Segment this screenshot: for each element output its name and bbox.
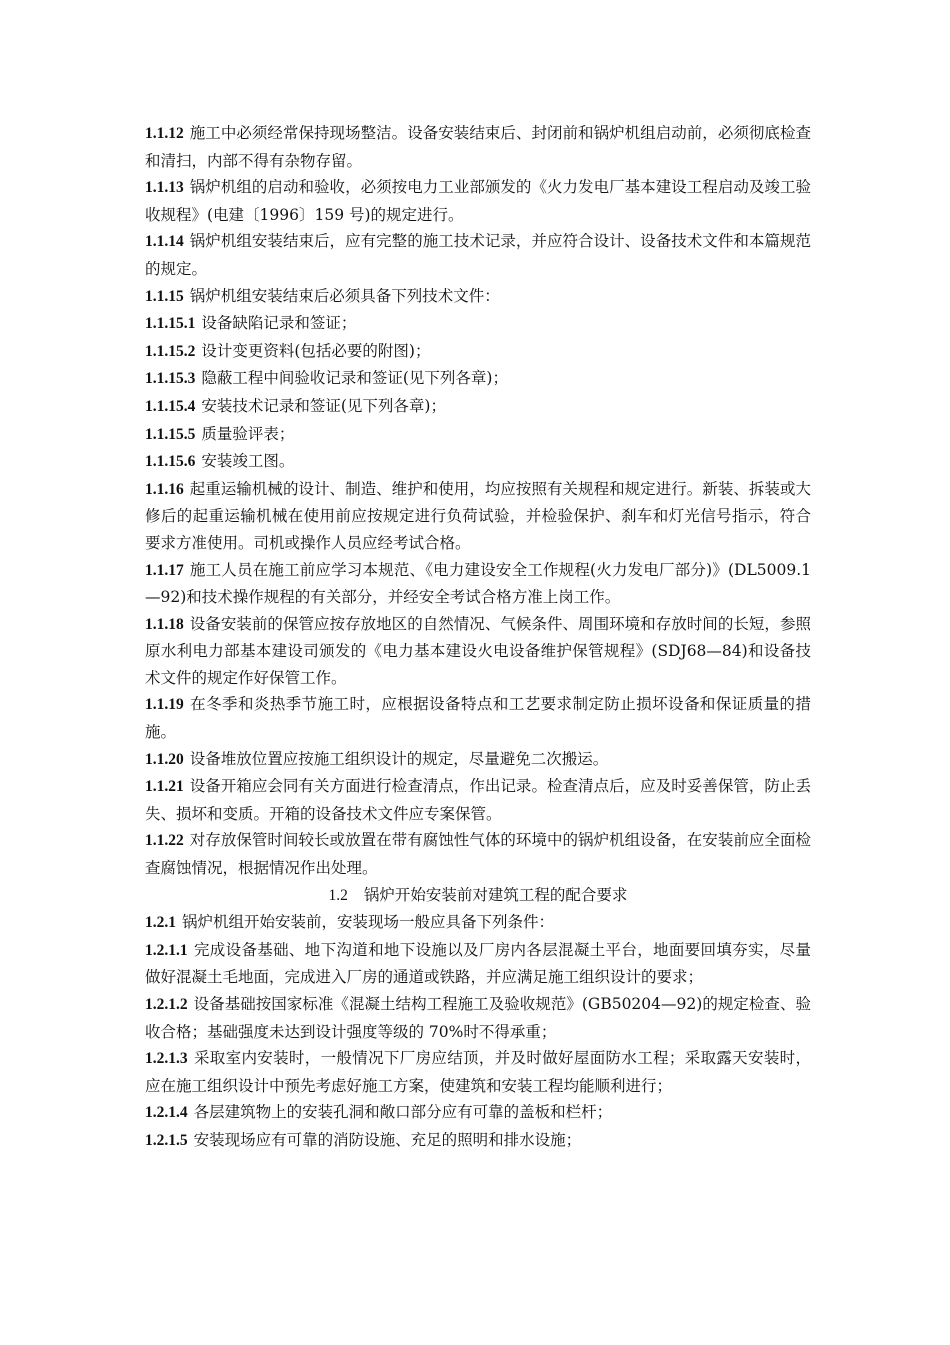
clause-text: 设计变更资料(包括必要的附图)； — [201, 341, 431, 360]
clause-number: 1.1.13 — [145, 179, 184, 197]
section-1-1-continued — [145, 120, 811, 882]
clause — [145, 448, 811, 476]
clause — [145, 1127, 811, 1155]
clause-text: 设备安装前的保管应按存放地区的自然情况、气候条件、周围环境和存放时间的长短，参照原水利电力部基本建设司颁发的《电力基本建设火电设备维护保管规程》(SDJ68—84)和设备技术文件的规定作好保管工作。 — [145, 614, 811, 687]
clause-text: 安装技术记录和签证(见下列各章)； — [201, 396, 446, 415]
clause-text: 起重运输机械的设计、制造、维护和使用，均应按照有关规程和规定进行。新装、拆装或大修后的起重运输机械在使用前应按规定进行负荷试验，并检验保护、刹车和灯光信号指示，符合要求方准使用。司机或操作人员应经考试合格。 — [145, 479, 811, 552]
clause — [145, 174, 811, 228]
clause-number: 1.1.15 — [145, 287, 184, 305]
clause — [145, 310, 811, 338]
clause-number: 1.1.15.6 — [145, 453, 196, 471]
clause — [145, 611, 811, 692]
clause — [145, 365, 811, 393]
clause — [145, 228, 811, 282]
clause-text: 安装竣工图。 — [201, 452, 295, 471]
clause — [145, 338, 811, 366]
clause-text: 施工中必须经常保持现场整洁。设备安装结束后、封闭前和锅炉机组启动前，必须彻底检查和清扫，内部不得有杂物存留。 — [145, 124, 811, 170]
clause — [145, 937, 811, 991]
section-heading-title: 锅炉开始安装前对建筑工程的配合要求 — [363, 885, 628, 904]
clause-number: 1.2.1 — [145, 914, 176, 932]
clause-number: 1.1.15.4 — [145, 397, 196, 415]
clause-text: 质量验评表； — [201, 424, 295, 443]
clause-number: 1.1.15.3 — [145, 370, 196, 388]
clause — [145, 773, 811, 827]
clause-text: 设备堆放位置应按施工组织设计的规定，尽量避免二次搬运。 — [189, 749, 609, 768]
clause-number: 1.1.16 — [145, 480, 184, 498]
clause — [145, 827, 811, 881]
clause-text: 锅炉机组开始安装前，安装现场一般应具备下列条件： — [182, 913, 555, 932]
clause-text: 隐蔽工程中间验收记录和签证(见下列各章)； — [201, 369, 508, 388]
clause-text: 锅炉机组的启动和验收，必须按电力工业部颁发的《火力发电厂基本建设工程启动及竣工验收规程》(电建〔1996〕159 号)的规定进行。 — [145, 178, 811, 224]
clause — [145, 393, 811, 421]
clause-text: 设备基础按国家标准《混凝土结构工程施工及验收规范》(GB50204—92)的规定检查、验收合格；基础强度未达到设计强度等级的 70%时不得承重； — [145, 995, 811, 1041]
clause — [145, 557, 811, 611]
clause-text: 施工人员在施工前应学习本规范、《电力建设安全工作规程(火力发电厂部分)》(DL5009.1—92)和技术操作规程的有关部分，并经安全考试合格方准上岗工作。 — [145, 560, 811, 607]
clause-number: 1.1.20 — [145, 750, 184, 768]
clause-number: 1.1.18 — [145, 615, 184, 633]
clause-text: 完成设备基础、地下沟道和地下设施以及厂房内各层混凝土平台，地面要回填夯实，尽量做好混凝土毛地面，完成进入厂房的通道或铁路，并应满足施工组织设计的要求； — [145, 940, 811, 987]
clause-number: 1.1.15.2 — [145, 342, 196, 360]
clause-text: 锅炉机组安装结束后，应有完整的施工技术记录，并应符合设计、设备技术文件和本篇规范的规定。 — [145, 232, 811, 278]
clause — [145, 991, 811, 1045]
clause-number: 1.1.15.1 — [145, 315, 196, 333]
clause — [145, 746, 811, 774]
clause-text: 设备缺陷记录和签证； — [201, 314, 357, 333]
clause-number: 1.1.19 — [145, 696, 184, 714]
clause-number: 1.1.12 — [145, 125, 184, 142]
clause-text: 采取室内安装时，一般情况下厂房应结顶，并及时做好屋面防水工程；采取露天安装时，应在施工组织设计中预先考虑好施工方案，使建筑和安装工程均能顺利进行； — [145, 1049, 811, 1095]
clause-text: 安装现场应有可靠的消防设施、充足的照明和排水设施； — [193, 1130, 582, 1149]
clause — [145, 120, 811, 174]
document-page — [145, 120, 811, 1155]
clause-number: 1.2.1.4 — [145, 1104, 188, 1122]
clause — [145, 283, 811, 311]
clause-text: 各层建筑物上的安装孔洞和敞口部分应有可靠的盖板和栏杆； — [193, 1103, 613, 1122]
clause-text: 在冬季和炎热季节施工时，应根据设备特点和工艺要求制定防止损坏设备和保证质量的措施。 — [145, 695, 811, 742]
section-1-2 — [145, 882, 811, 1155]
clause-number: 1.1.21 — [145, 778, 184, 796]
clause-text: 锅炉机组安装结束后必须具备下列技术文件： — [189, 286, 500, 305]
clause — [145, 1045, 811, 1099]
clause-number: 1.1.14 — [145, 233, 184, 251]
clause — [145, 691, 811, 745]
clause — [145, 1099, 811, 1127]
clause-number: 1.2.1.5 — [145, 1131, 188, 1149]
clause — [145, 476, 811, 557]
clause-text: 对存放保管时间较长或放置在带有腐蚀性气体的环境中的锅炉机组设备，在安装前应全面检查腐蚀情况，根据情况作出处理。 — [145, 831, 811, 878]
clause-number: 1.2.1.3 — [145, 1050, 188, 1068]
clause-number: 1.1.17 — [145, 561, 184, 579]
clause — [145, 421, 811, 449]
clause-number: 1.2.1.2 — [145, 996, 188, 1013]
section-heading-number: 1.2 — [328, 886, 348, 904]
clause-number: 1.2.1.1 — [145, 941, 188, 959]
clause-text: 设备开箱应会同有关方面进行检查清点，作出记录。检查清点后，应及时妥善保管，防止丢失、损坏和变质。开箱的设备技术文件应专案保管。 — [145, 777, 811, 823]
clause-number: 1.1.15.5 — [145, 425, 196, 443]
clause-number: 1.1.22 — [145, 832, 184, 850]
section-heading — [145, 882, 811, 910]
clause — [145, 909, 811, 937]
